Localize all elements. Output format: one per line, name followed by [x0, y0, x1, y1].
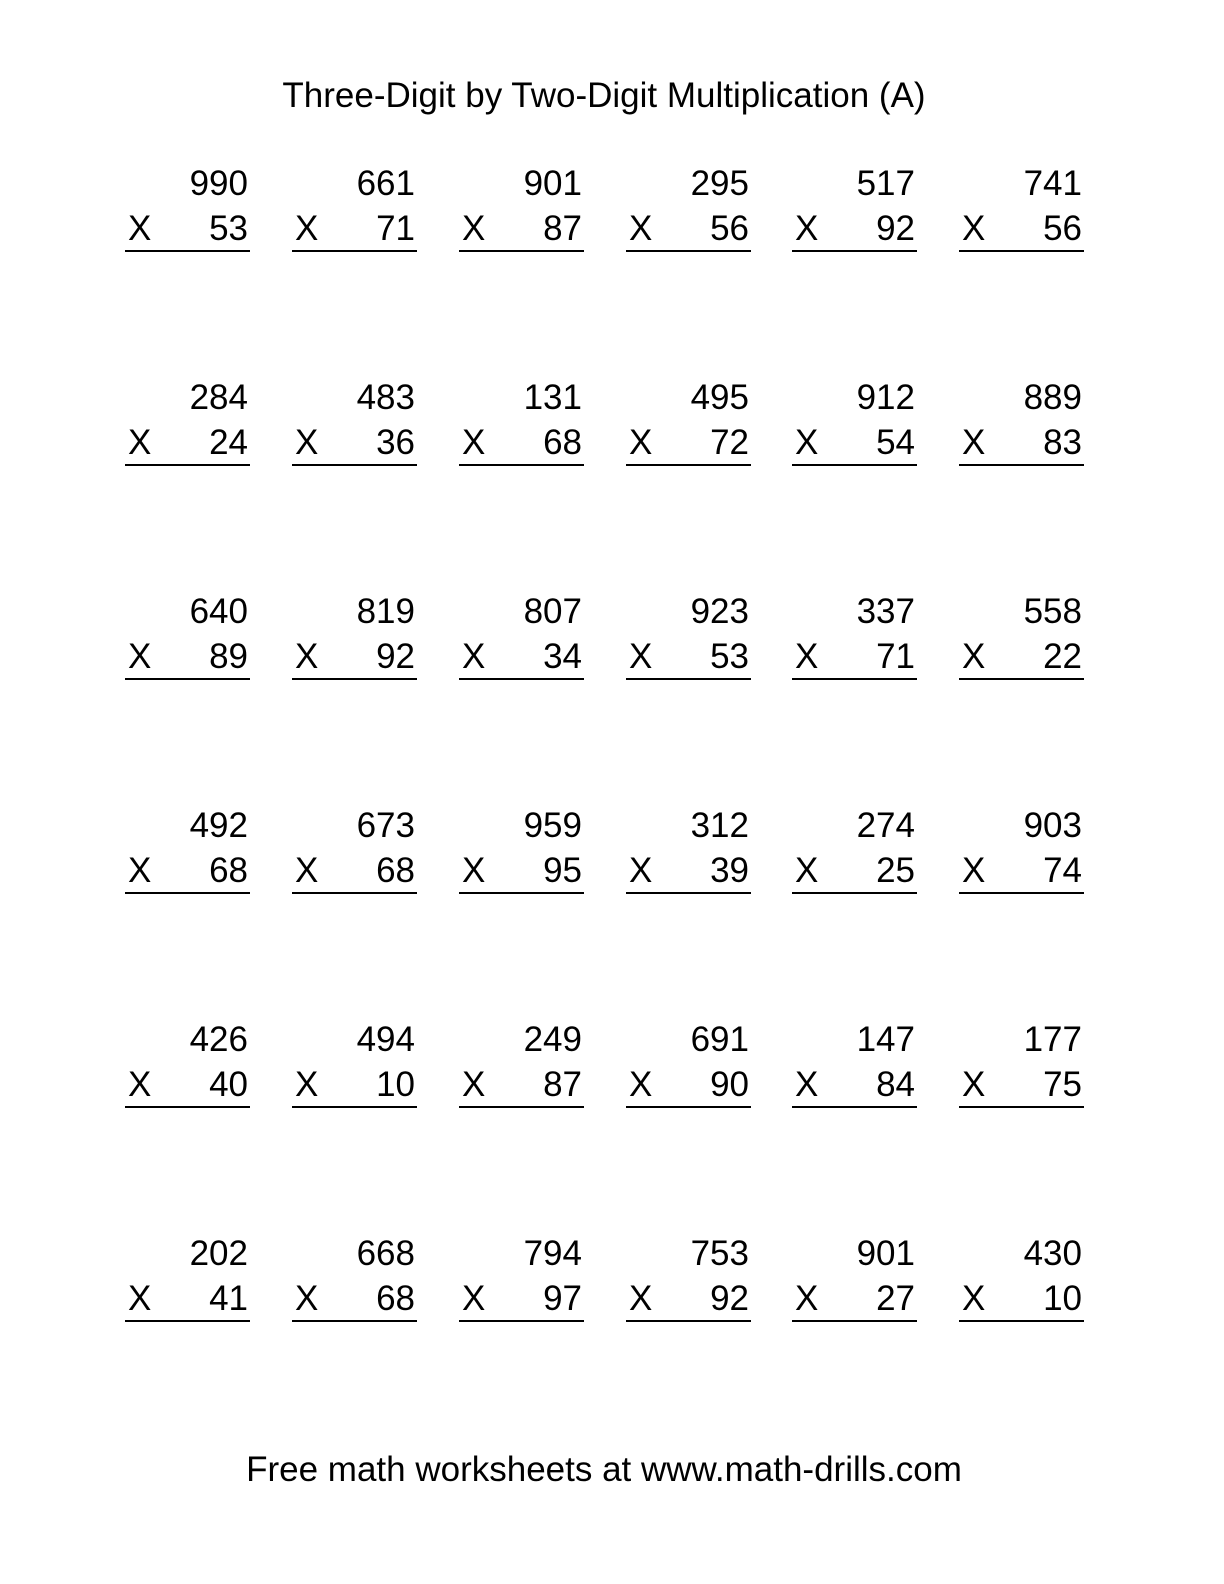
- multiplier: 25: [876, 851, 915, 890]
- multiply-sign: X: [629, 1279, 653, 1318]
- multiply-sign: X: [295, 851, 319, 890]
- multiply-sign: X: [462, 1065, 486, 1104]
- answer-line: [792, 1320, 917, 1322]
- multiplication-problem: [959, 164, 1084, 264]
- multiplicand: 959: [523, 806, 582, 845]
- multiply-sign: X: [128, 423, 152, 462]
- multiplication-problem: [292, 1234, 417, 1334]
- multiplicand: 912: [856, 378, 915, 417]
- multiplication-problem: [292, 378, 417, 478]
- multiplication-problem: [626, 806, 751, 906]
- multiplication-problem: [626, 378, 751, 478]
- answer-line: [626, 892, 751, 894]
- multiplication-problem: [959, 1020, 1084, 1120]
- multiply-sign: X: [629, 209, 653, 248]
- multiplier: 87: [543, 209, 582, 248]
- answer-line: [125, 678, 250, 680]
- multiplicand: 337: [856, 592, 915, 631]
- multiply-sign: X: [795, 637, 819, 676]
- multiplicand: 741: [1023, 164, 1082, 203]
- multiplication-problem: [459, 1234, 584, 1334]
- multiplicand: 819: [356, 592, 415, 631]
- multiplicand: 430: [1023, 1234, 1082, 1273]
- multiplicand: 131: [523, 378, 582, 417]
- multiplication-problem: [959, 806, 1084, 906]
- multiplicand: 753: [690, 1234, 749, 1273]
- answer-line: [792, 250, 917, 252]
- multiply-sign: X: [795, 1279, 819, 1318]
- multiplication-problem: [792, 378, 917, 478]
- multiply-sign: X: [962, 209, 986, 248]
- multiplier: 56: [1043, 209, 1082, 248]
- multiplier: 74: [1043, 851, 1082, 890]
- multiplication-problem: [792, 1020, 917, 1120]
- multiplication-problem: [459, 592, 584, 692]
- multiply-sign: X: [629, 1065, 653, 1104]
- multiplicand: 673: [356, 806, 415, 845]
- multiply-sign: X: [795, 1065, 819, 1104]
- answer-line: [459, 250, 584, 252]
- multiplier: 10: [1043, 1279, 1082, 1318]
- multiplier: 68: [376, 851, 415, 890]
- multiplicand: 202: [189, 1234, 248, 1273]
- multiplier: 27: [876, 1279, 915, 1318]
- multiplicand: 274: [856, 806, 915, 845]
- multiply-sign: X: [462, 209, 486, 248]
- multiplier: 68: [543, 423, 582, 462]
- multiply-sign: X: [962, 1065, 986, 1104]
- multiplier: 39: [710, 851, 749, 890]
- answer-line: [959, 892, 1084, 894]
- multiplier: 53: [710, 637, 749, 676]
- answer-line: [292, 1320, 417, 1322]
- multiplicand: 284: [189, 378, 248, 417]
- multiply-sign: X: [462, 637, 486, 676]
- multiply-sign: X: [295, 423, 319, 462]
- multiplicand: 903: [1023, 806, 1082, 845]
- answer-line: [459, 1320, 584, 1322]
- multiplication-problem: [125, 378, 250, 478]
- answer-line: [125, 464, 250, 466]
- multiplicand: 249: [523, 1020, 582, 1059]
- answer-line: [792, 678, 917, 680]
- answer-line: [792, 1106, 917, 1108]
- multiplier: 95: [543, 851, 582, 890]
- answer-line: [959, 1106, 1084, 1108]
- multiplicand: 901: [523, 164, 582, 203]
- multiplicand: 483: [356, 378, 415, 417]
- multiply-sign: X: [962, 1279, 986, 1318]
- worksheet-title: Three-Digit by Two-Digit Multiplication (A): [282, 76, 926, 115]
- answer-line: [626, 1106, 751, 1108]
- answer-line: [459, 678, 584, 680]
- answer-line: [626, 250, 751, 252]
- multiply-sign: X: [128, 637, 152, 676]
- multiplier: 97: [543, 1279, 582, 1318]
- multiplier: 75: [1043, 1065, 1082, 1104]
- multiplication-problem: [459, 164, 584, 264]
- multiplier: 54: [876, 423, 915, 462]
- answer-line: [292, 464, 417, 466]
- multiply-sign: X: [295, 209, 319, 248]
- multiplier: 90: [710, 1065, 749, 1104]
- multiply-sign: X: [295, 637, 319, 676]
- answer-line: [125, 892, 250, 894]
- multiply-sign: X: [295, 1279, 319, 1318]
- multiplicand: 558: [1023, 592, 1082, 631]
- multiplicand: 661: [356, 164, 415, 203]
- multiplier: 92: [710, 1279, 749, 1318]
- footer-text: Free math worksheets at www.math-drills.com: [246, 1450, 962, 1489]
- answer-line: [292, 678, 417, 680]
- answer-line: [125, 1320, 250, 1322]
- multiplication-problem: [792, 592, 917, 692]
- multiplier: 36: [376, 423, 415, 462]
- multiplicand: 691: [690, 1020, 749, 1059]
- multiplication-problem: [459, 378, 584, 478]
- multiplier: 10: [376, 1065, 415, 1104]
- multiplier: 34: [543, 637, 582, 676]
- multiplier: 92: [376, 637, 415, 676]
- answer-line: [292, 892, 417, 894]
- multiplicand: 990: [189, 164, 248, 203]
- multiply-sign: X: [629, 851, 653, 890]
- multiplicand: 807: [523, 592, 582, 631]
- answer-line: [125, 1106, 250, 1108]
- multiplicand: 495: [690, 378, 749, 417]
- answer-line: [459, 892, 584, 894]
- multiplication-problem: [125, 1234, 250, 1334]
- multiplier: 68: [376, 1279, 415, 1318]
- multiply-sign: X: [128, 209, 152, 248]
- multiplication-problem: [292, 164, 417, 264]
- multiplication-problem: [626, 1234, 751, 1334]
- multiplicand: 492: [189, 806, 248, 845]
- multiplication-problem: [292, 806, 417, 906]
- multiplier: 71: [876, 637, 915, 676]
- multiplicand: 517: [856, 164, 915, 203]
- multiply-sign: X: [629, 637, 653, 676]
- multiply-sign: X: [462, 423, 486, 462]
- multiplier: 40: [209, 1065, 248, 1104]
- multiply-sign: X: [795, 423, 819, 462]
- multiplicand: 794: [523, 1234, 582, 1273]
- multiply-sign: X: [629, 423, 653, 462]
- multiplication-problem: [792, 1234, 917, 1334]
- multiplier: 89: [209, 637, 248, 676]
- answer-line: [959, 250, 1084, 252]
- multiply-sign: X: [795, 209, 819, 248]
- answer-line: [959, 678, 1084, 680]
- multiplication-problem: [292, 592, 417, 692]
- multiplication-problem: [959, 1234, 1084, 1334]
- multiplier: 24: [209, 423, 248, 462]
- multiply-sign: X: [962, 851, 986, 890]
- answer-line: [792, 464, 917, 466]
- multiply-sign: X: [962, 637, 986, 676]
- multiplicand: 312: [690, 806, 749, 845]
- answer-line: [959, 464, 1084, 466]
- answer-line: [459, 1106, 584, 1108]
- multiplier: 84: [876, 1065, 915, 1104]
- multiplier: 41: [209, 1279, 248, 1318]
- answer-line: [125, 250, 250, 252]
- multiplication-problem: [125, 806, 250, 906]
- multiplication-problem: [626, 592, 751, 692]
- multiplication-problem: [792, 806, 917, 906]
- multiplication-problem: [459, 1020, 584, 1120]
- multiplicand: 668: [356, 1234, 415, 1273]
- multiply-sign: X: [462, 1279, 486, 1318]
- multiply-sign: X: [128, 1065, 152, 1104]
- multiplication-problem: [792, 164, 917, 264]
- multiplication-problem: [626, 164, 751, 264]
- multiplicand: 901: [856, 1234, 915, 1273]
- multiplicand: 640: [189, 592, 248, 631]
- answer-line: [292, 1106, 417, 1108]
- multiplication-problem: [626, 1020, 751, 1120]
- multiply-sign: X: [795, 851, 819, 890]
- answer-line: [626, 678, 751, 680]
- multiplicand: 177: [1023, 1020, 1082, 1059]
- multiplicand: 923: [690, 592, 749, 631]
- answer-line: [626, 1320, 751, 1322]
- multiplier: 68: [209, 851, 248, 890]
- multiply-sign: X: [295, 1065, 319, 1104]
- multiplication-problem: [292, 1020, 417, 1120]
- answer-line: [292, 250, 417, 252]
- multiplier: 22: [1043, 637, 1082, 676]
- multiplication-problem: [959, 592, 1084, 692]
- multiplicand: 295: [690, 164, 749, 203]
- multiplication-problem: [125, 1020, 250, 1120]
- multiplication-problem: [459, 806, 584, 906]
- multiply-sign: X: [128, 851, 152, 890]
- multiplier: 72: [710, 423, 749, 462]
- multiplication-problem: [959, 378, 1084, 478]
- multiplier: 71: [376, 209, 415, 248]
- multiplier: 92: [876, 209, 915, 248]
- answer-line: [459, 464, 584, 466]
- multiplication-problem: [125, 164, 250, 264]
- answer-line: [792, 892, 917, 894]
- multiplier: 83: [1043, 423, 1082, 462]
- multiplier: 56: [710, 209, 749, 248]
- multiplicand: 426: [189, 1020, 248, 1059]
- multiplicand: 494: [356, 1020, 415, 1059]
- multiply-sign: X: [962, 423, 986, 462]
- multiplier: 87: [543, 1065, 582, 1104]
- multiplier: 53: [209, 209, 248, 248]
- multiplicand: 147: [856, 1020, 915, 1059]
- answer-line: [959, 1320, 1084, 1322]
- multiplicand: 889: [1023, 378, 1082, 417]
- multiply-sign: X: [128, 1279, 152, 1318]
- multiplication-problem: [125, 592, 250, 692]
- multiply-sign: X: [462, 851, 486, 890]
- answer-line: [626, 464, 751, 466]
